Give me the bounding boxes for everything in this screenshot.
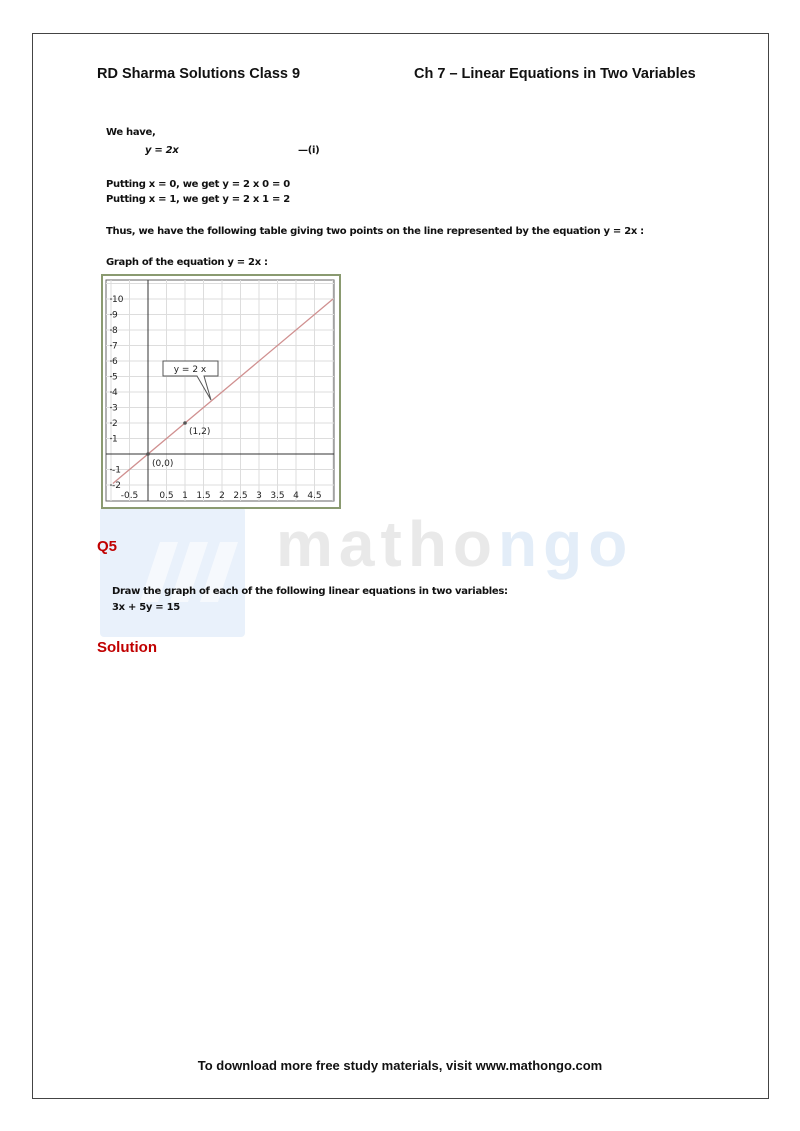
y-tick-label: 5 — [112, 372, 118, 383]
y-tick-mark — [110, 422, 112, 424]
x-tick-label: 0.5 — [159, 491, 174, 501]
x-tick-label: -0.5 — [120, 491, 139, 501]
x-tick-label: 2 — [219, 491, 225, 501]
putting-x0: Putting x = 0, we get y = 2 x 0 = 0 — [106, 179, 290, 190]
y-tick-label: 6 — [112, 357, 118, 367]
x-tick-label: 4.5 — [307, 491, 322, 501]
y-tick-mark — [110, 438, 112, 440]
data-point-label: (0,0) — [152, 459, 174, 469]
y-tick-mark — [110, 314, 112, 316]
x-tick-label: 3.5 — [270, 491, 285, 501]
y-tick-label: 9 — [112, 310, 118, 321]
x-tick-label: 2.5 — [233, 491, 248, 501]
data-point — [183, 421, 187, 425]
equation: y = 2x — [145, 145, 179, 156]
solution-label: Solution — [97, 639, 157, 656]
y-tick-label: 7 — [112, 341, 118, 352]
y-tick-mark — [110, 345, 112, 347]
watermark-text: mathongo — [276, 508, 634, 580]
y-tick-label: 3 — [112, 403, 118, 414]
y-tick-mark — [110, 298, 112, 300]
watermark-logo — [100, 507, 245, 637]
y-tick-mark — [110, 407, 112, 409]
x-tick-label: 3 — [256, 491, 262, 501]
y-tick-label: -1 — [112, 465, 121, 476]
q5-label: Q5 — [97, 538, 118, 555]
x-tick-label: 1.5 — [196, 491, 211, 501]
q5-equation: 3x + 5y = 15 — [112, 602, 180, 613]
y-tick-label: -2 — [112, 481, 121, 491]
y-tick-label: 2 — [112, 419, 118, 429]
y-tick-mark — [110, 484, 112, 486]
header-left: RD Sharma Solutions Class 9 — [97, 66, 301, 82]
graph-y-equals-2x — [101, 274, 341, 509]
graph-title: Graph of the equation y = 2x : — [106, 257, 268, 268]
y-tick-label: 1 — [112, 434, 118, 445]
data-point — [146, 452, 150, 456]
data-point-label: (1,2) — [189, 427, 211, 437]
y-tick-label: 4 — [112, 388, 118, 398]
we-have: We have, — [106, 127, 156, 138]
x-tick-label: 1 — [182, 491, 188, 501]
putting-x1: Putting x = 1, we get y = 2 x 1 = 2 — [106, 194, 290, 205]
y-tick-mark — [110, 391, 112, 393]
x-tick-label: 4 — [293, 491, 299, 501]
footer: To download more free study materials, visit www.mathongo.com — [197, 1058, 603, 1073]
y-tick-mark — [110, 376, 112, 378]
thus-text: Thus, we have the following table giving two points on the line represented by the equation y = 2x : — [106, 226, 644, 237]
y-tick-label: 8 — [112, 326, 118, 336]
q5-question: Draw the graph of each of the following linear equations in two variables: — [112, 586, 508, 597]
y-tick-mark — [110, 360, 112, 362]
y-tick-mark — [110, 329, 112, 331]
y-tick-label: 10 — [112, 295, 124, 305]
equation-callout-label: y = 2 x — [173, 365, 207, 375]
equation-label: —(i) — [298, 145, 320, 156]
header-right: Ch 7 – Linear Equations in Two Variables — [414, 66, 696, 82]
y-tick-mark — [110, 469, 112, 471]
